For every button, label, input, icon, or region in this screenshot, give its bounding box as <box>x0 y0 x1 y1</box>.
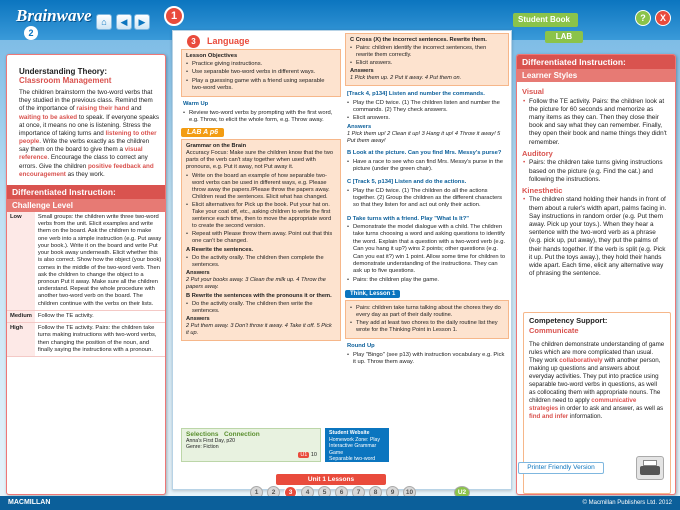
challenge-heading: Differentiated Instruction: <box>7 185 165 199</box>
highlight-text: positive feedback and encouragement <box>19 162 154 178</box>
table-row <box>7 212 165 311</box>
activity-c2-block <box>345 178 509 211</box>
track4-bullet: • Elicit answers. <box>347 115 507 122</box>
track4-answers: 1 Pick them up! 2 Clean it up! 3 Hang it up! 4 Throw it away! 5 Put them away! <box>347 131 501 145</box>
styles-heading: Differentiated Instruction: <box>517 55 675 69</box>
activity-c-title: C Cross (X) the incorrect sentences. Rewrite them. <box>350 37 487 43</box>
highlight-text: collaboratively <box>559 357 603 365</box>
body-text: The children brainstorm the two-word verbs that they studied in the previous class. Remind them of the importance of <box>19 89 153 113</box>
warmup-title: Warm Up <box>183 101 209 108</box>
objective-item: • Use separable two-word verbs in different ways. <box>186 69 336 76</box>
activity-c-bullet: • Elicit answers. <box>350 60 504 67</box>
body-text: information. <box>568 412 603 420</box>
grammar-bullet: • Repeat with Please throw them away. Point out that this one can't be changed. <box>186 231 336 245</box>
answers-label: Answers <box>186 316 210 323</box>
activity-c2-title: C [Track 5, p134] Listen and do the actions. <box>347 179 467 186</box>
copyright: © Macmillan Publishers Ltd. 2012 <box>582 500 672 506</box>
track4-block <box>345 90 509 146</box>
connection-title: Connection <box>223 431 260 438</box>
page-button-9[interactable]: 9 <box>386 486 399 499</box>
objective-item: • Play a guessing game with a friend using separable two-word verbs. <box>186 78 336 92</box>
challenge-table <box>7 212 165 357</box>
unit-lessons-bar: Unit 1 Lessons <box>276 474 386 485</box>
u1-badge[interactable]: U1 <box>300 452 308 458</box>
lab-a-badge[interactable] <box>181 128 224 137</box>
body-text: in order to ask and answer, as well as <box>558 404 664 412</box>
row-value: Follow the TE activity. <box>35 310 165 322</box>
home-icon[interactable]: ⌂ <box>96 14 112 30</box>
auditory-text: • Pairs: the children take turns giving instructions based on the picture (e.g. Find the cat.) and following the instructions. <box>522 159 670 184</box>
think-badge: Think, Lesson 1 <box>345 290 400 298</box>
column-right <box>345 33 509 488</box>
activity-d-block <box>345 215 509 286</box>
body-text: to speak. If everyone speaks at once, it means no one is listening. Stress the importance of taking turns and <box>19 113 159 137</box>
student-book-button[interactable]: Student Book <box>513 13 578 27</box>
highlight-text: visual reference <box>19 146 143 162</box>
highlight-text: listening to other people <box>19 129 157 146</box>
logo-text: Brainwave <box>16 6 92 25</box>
activity-d-bullet: • Pairs: the children play the game. <box>347 277 507 284</box>
activity-a-title: A Rewrite the sentences. <box>186 247 254 254</box>
think-block <box>345 300 509 339</box>
left-panel <box>6 54 166 495</box>
track4-title: [Track 4, p134] Listen and number the commands. <box>347 91 485 98</box>
answers-label: Answers <box>347 123 372 130</box>
row-value: Small groups: the children write three two-word verbs from the unit. Elicit examples and write them on the board. Ask the children to make one verb into a simple instruction (e.g. Put away your book.). Write it on the board and write Put your book away underneath. Elicit whether this is also correct. Show how the object (your book) comes in the middle of the two-word verb. Then ask the children to change the object to a pronoun Put it away. Make sure all the children understand. Repeat the whole procedure with another two-word verb on the board. The children continue with the verbs on their lists. <box>35 212 165 311</box>
body-text: with another person, making up questions and answers about everyday activities. They put into practice using separable two-word verbs in questions, as well as collocating them with appropriate nouns. The children need to apply <box>529 357 661 404</box>
next-page-button[interactable]: ▶ <box>134 14 150 30</box>
activity-c-block <box>345 33 509 86</box>
visual-title: Visual <box>522 87 544 96</box>
lab-a-page: p6 <box>209 129 218 137</box>
page-button-1[interactable]: 1 <box>250 486 263 499</box>
help-button[interactable]: ? <box>635 10 651 26</box>
kinesthetic-title: Kinesthetic <box>522 185 563 195</box>
page-button-2[interactable]: 2 <box>267 486 280 499</box>
roundup-title: Round Up <box>347 343 375 350</box>
competency-body <box>529 341 665 420</box>
highlight-text: raising their hand <box>76 105 130 113</box>
close-button[interactable]: X <box>655 10 671 26</box>
printer-icon[interactable] <box>636 456 664 480</box>
activity-c-bullet: • Pairs: children identify the incorrect sentences, then rewrite them correctly. <box>350 45 504 59</box>
next-unit-button[interactable]: U2 <box>454 486 470 499</box>
grammar-block <box>181 139 341 341</box>
lesson-objectives <box>181 49 341 97</box>
body-text: . Encourage the class to correct any errors. Give the children <box>19 154 148 170</box>
page-button-4[interactable]: 4 <box>301 486 314 499</box>
selections-title: Selections <box>186 431 219 438</box>
row-key: High <box>7 323 35 357</box>
competency-subtitle: Communicate <box>529 325 579 335</box>
activity-a-answers: 2 Put your books away. 3 Clean the milk up. 4 Throw the papers away. <box>186 277 326 291</box>
activity-d-title: D Take turns with a friend. Play "What Is It?" <box>347 215 469 222</box>
page-button-5[interactable]: 5 <box>318 486 331 499</box>
competency-title: Competency Support: <box>529 316 608 325</box>
warmup-text: • Review two-word verbs by prompting with the first word, e.g. Throw, to elicit the whole form, e.g. Throw away. <box>183 110 339 125</box>
grammar-title: Grammar on the Brain <box>186 143 247 150</box>
track4-bullet: • Play the CD twice. (1) The children listen and number the commands. (2) They check answers. <box>347 100 507 115</box>
activity-b-bullet: • Do the activity orally. The children then write the sentences. <box>186 301 336 315</box>
grammar-bullet: • Write on the board an example of how separable two-word verbs can be used in different ways, e.g. Please throw away the papers./Please throw the papers away. Children read the sentences. Elicit what has changed. <box>186 173 336 201</box>
lab-button[interactable]: LAB <box>545 31 583 43</box>
page-button-6[interactable]: 6 <box>335 486 348 499</box>
level-badge: 2 <box>24 26 38 40</box>
activity-b-title: B Rewrite the sentences with the pronouns it or them. <box>186 293 332 300</box>
activity-b2-title: B Look at the picture. Can you find Mrs. Messy's purse? <box>347 150 502 157</box>
page-button-7[interactable]: 7 <box>352 486 365 499</box>
website-line: Interactive Grammar Game <box>329 443 377 456</box>
roundup-block <box>345 342 509 368</box>
lesson-number: 3 <box>187 35 200 48</box>
publisher-logo: MACMILLAN <box>8 499 51 506</box>
warmup-block <box>181 100 341 126</box>
page-button-3[interactable]: 3 <box>284 486 297 499</box>
page-button-10[interactable]: 10 <box>403 486 416 499</box>
lesson-title: Language <box>207 36 250 46</box>
activity-c-answers: 1 Pick them up. 2 Put it away. 4 Put them on. <box>350 75 462 82</box>
auditory-title: Auditory <box>522 148 553 158</box>
visual-text: • Follow the TE activity. Pairs: the children look at the picture for 60 seconds and memorize as many items as they can. Then they close their book and say what they can remember. Finally, they open their book and name things they didn't remember. <box>522 98 670 147</box>
answers-label: Answers <box>186 270 210 277</box>
table-row <box>7 310 165 322</box>
kinesthetic-text: • The children stand holding their hands in front of them about a ruler's width apart, palms facing in. Say instructions in random order (e.g. Put them away. Pick up your toys.). When they hear a sentence with the two-word verb as a phrase (e.g. pick up, put away), they put the palms of their hands together. If the verb is split (e.g. Pick it up. Put the toys away.), they hold their hands wide apart. Each time, elicit any alternative way of phrasing the sentence. <box>522 196 670 278</box>
think-bullet: • Pairs: children take turns talking about the chores they do every day as part of their daily routine. <box>350 305 504 319</box>
row-key: Medium <box>7 310 35 322</box>
activity-b2-block <box>345 149 509 175</box>
activity-b-answers: 2 Put them away. 3 Don't throw it away. 4 Take it off. 5 Pick it up. <box>186 323 332 337</box>
body-text: The children demonstrate understanding of game rules which are more complicated than usual. They work <box>529 341 665 365</box>
activity-d-bullet: • Demonstrate the model dialogue with a child. The children take turns choosing a word and asking questions to identify the word. Explain that a question with a two-word verb (e.g. Can you hang it up?) wins 2 points; other questions (e.g. Can you eat it?) win 1 point. Allow some time for children to demonstrate understanding of the instructions. They can ask up to five questions. <box>347 224 507 276</box>
prev-page-button[interactable]: ◀ <box>116 14 132 30</box>
theory-title: Understanding Theory: <box>19 67 108 76</box>
brainwave-logo <box>4 4 92 38</box>
u1-page: 10 <box>310 452 317 458</box>
grammar-intro: Accuracy Focus: Make sure the children know that the two parts of the verb can't stay together when used with pronouns, e.g. Put it away, not Put away it. <box>186 150 333 171</box>
page-button-8[interactable]: 8 <box>369 486 382 499</box>
selection-genre: Genre: Fiction <box>186 444 219 450</box>
right-panel <box>516 54 676 495</box>
activity-a-bullet: • Do the activity orally. The children then complete the sentences. <box>186 255 336 269</box>
highlight-text: find and infer <box>529 412 569 420</box>
styles-subheading: Learner Styles <box>517 69 675 82</box>
body-text: and <box>129 105 142 113</box>
theory-body <box>7 85 165 179</box>
styles-body <box>517 82 675 282</box>
row-value: Follow the TE activity. Pairs: the children take turns making instructions with two-word verbs, then changing the position of the noun, and finally saying the instructions with a pronoun. <box>35 323 165 357</box>
think-bullet: • They add at least two chores to the daily routine list they wrote for the Thinking Point in Lesson 1. <box>350 320 504 334</box>
row-key: Low <box>7 212 35 311</box>
highlight-text: waiting to be asked <box>19 113 78 121</box>
footer <box>0 496 680 510</box>
body-text: . Write the verbs exactly as the children say them on the board to give them a <box>19 138 150 154</box>
objective-item: • Practice giving instructions. <box>186 61 336 68</box>
printer-friendly-button[interactable]: Printer Friendly Version <box>518 462 604 474</box>
unit-number-badge: 1 <box>164 6 184 26</box>
objectives-title: Lesson Objectives <box>186 53 238 59</box>
website-line: Homework Zone: Play <box>329 436 381 443</box>
lesson-header <box>181 33 341 49</box>
lab-a-label: LAB A <box>187 129 208 137</box>
theory-subtitle: Classroom Management <box>19 76 112 85</box>
challenge-subheading: Challenge Level <box>7 199 165 212</box>
table-row <box>7 323 165 357</box>
selection-line: Anna's First Day, p20 <box>186 438 236 444</box>
roundup-text: • Play "Bingo" (see p13) with instruction vocabulary e.g. Pick it up. Throw them away. <box>347 352 507 367</box>
highlight-text: communicative strategies <box>529 396 637 412</box>
website-title: Student Website <box>329 430 370 436</box>
teacher-page <box>172 30 512 490</box>
selections-connection-box <box>181 428 321 462</box>
website-line: Separable two-word verbs <box>329 456 376 469</box>
grammar-bullet: • Elicit alternatives for Pick up the book. Put your hat on. Take your coat off, etc., asking children to write the first sentence each time, then to move the appropriate word to create the second version. <box>186 202 336 230</box>
activity-b2-bullet: • Have a race to see who can find Mrs. Messy's purse in the picture (under the green chair). <box>347 159 507 174</box>
activity-c2-bullet: • Play the CD twice. (1) The children do all the actions together. (2) Group the children as the different characters so that they listen for and act out only their action. <box>347 188 507 210</box>
answers-label: Answers <box>350 68 374 75</box>
body-text: as they work. <box>65 170 105 178</box>
